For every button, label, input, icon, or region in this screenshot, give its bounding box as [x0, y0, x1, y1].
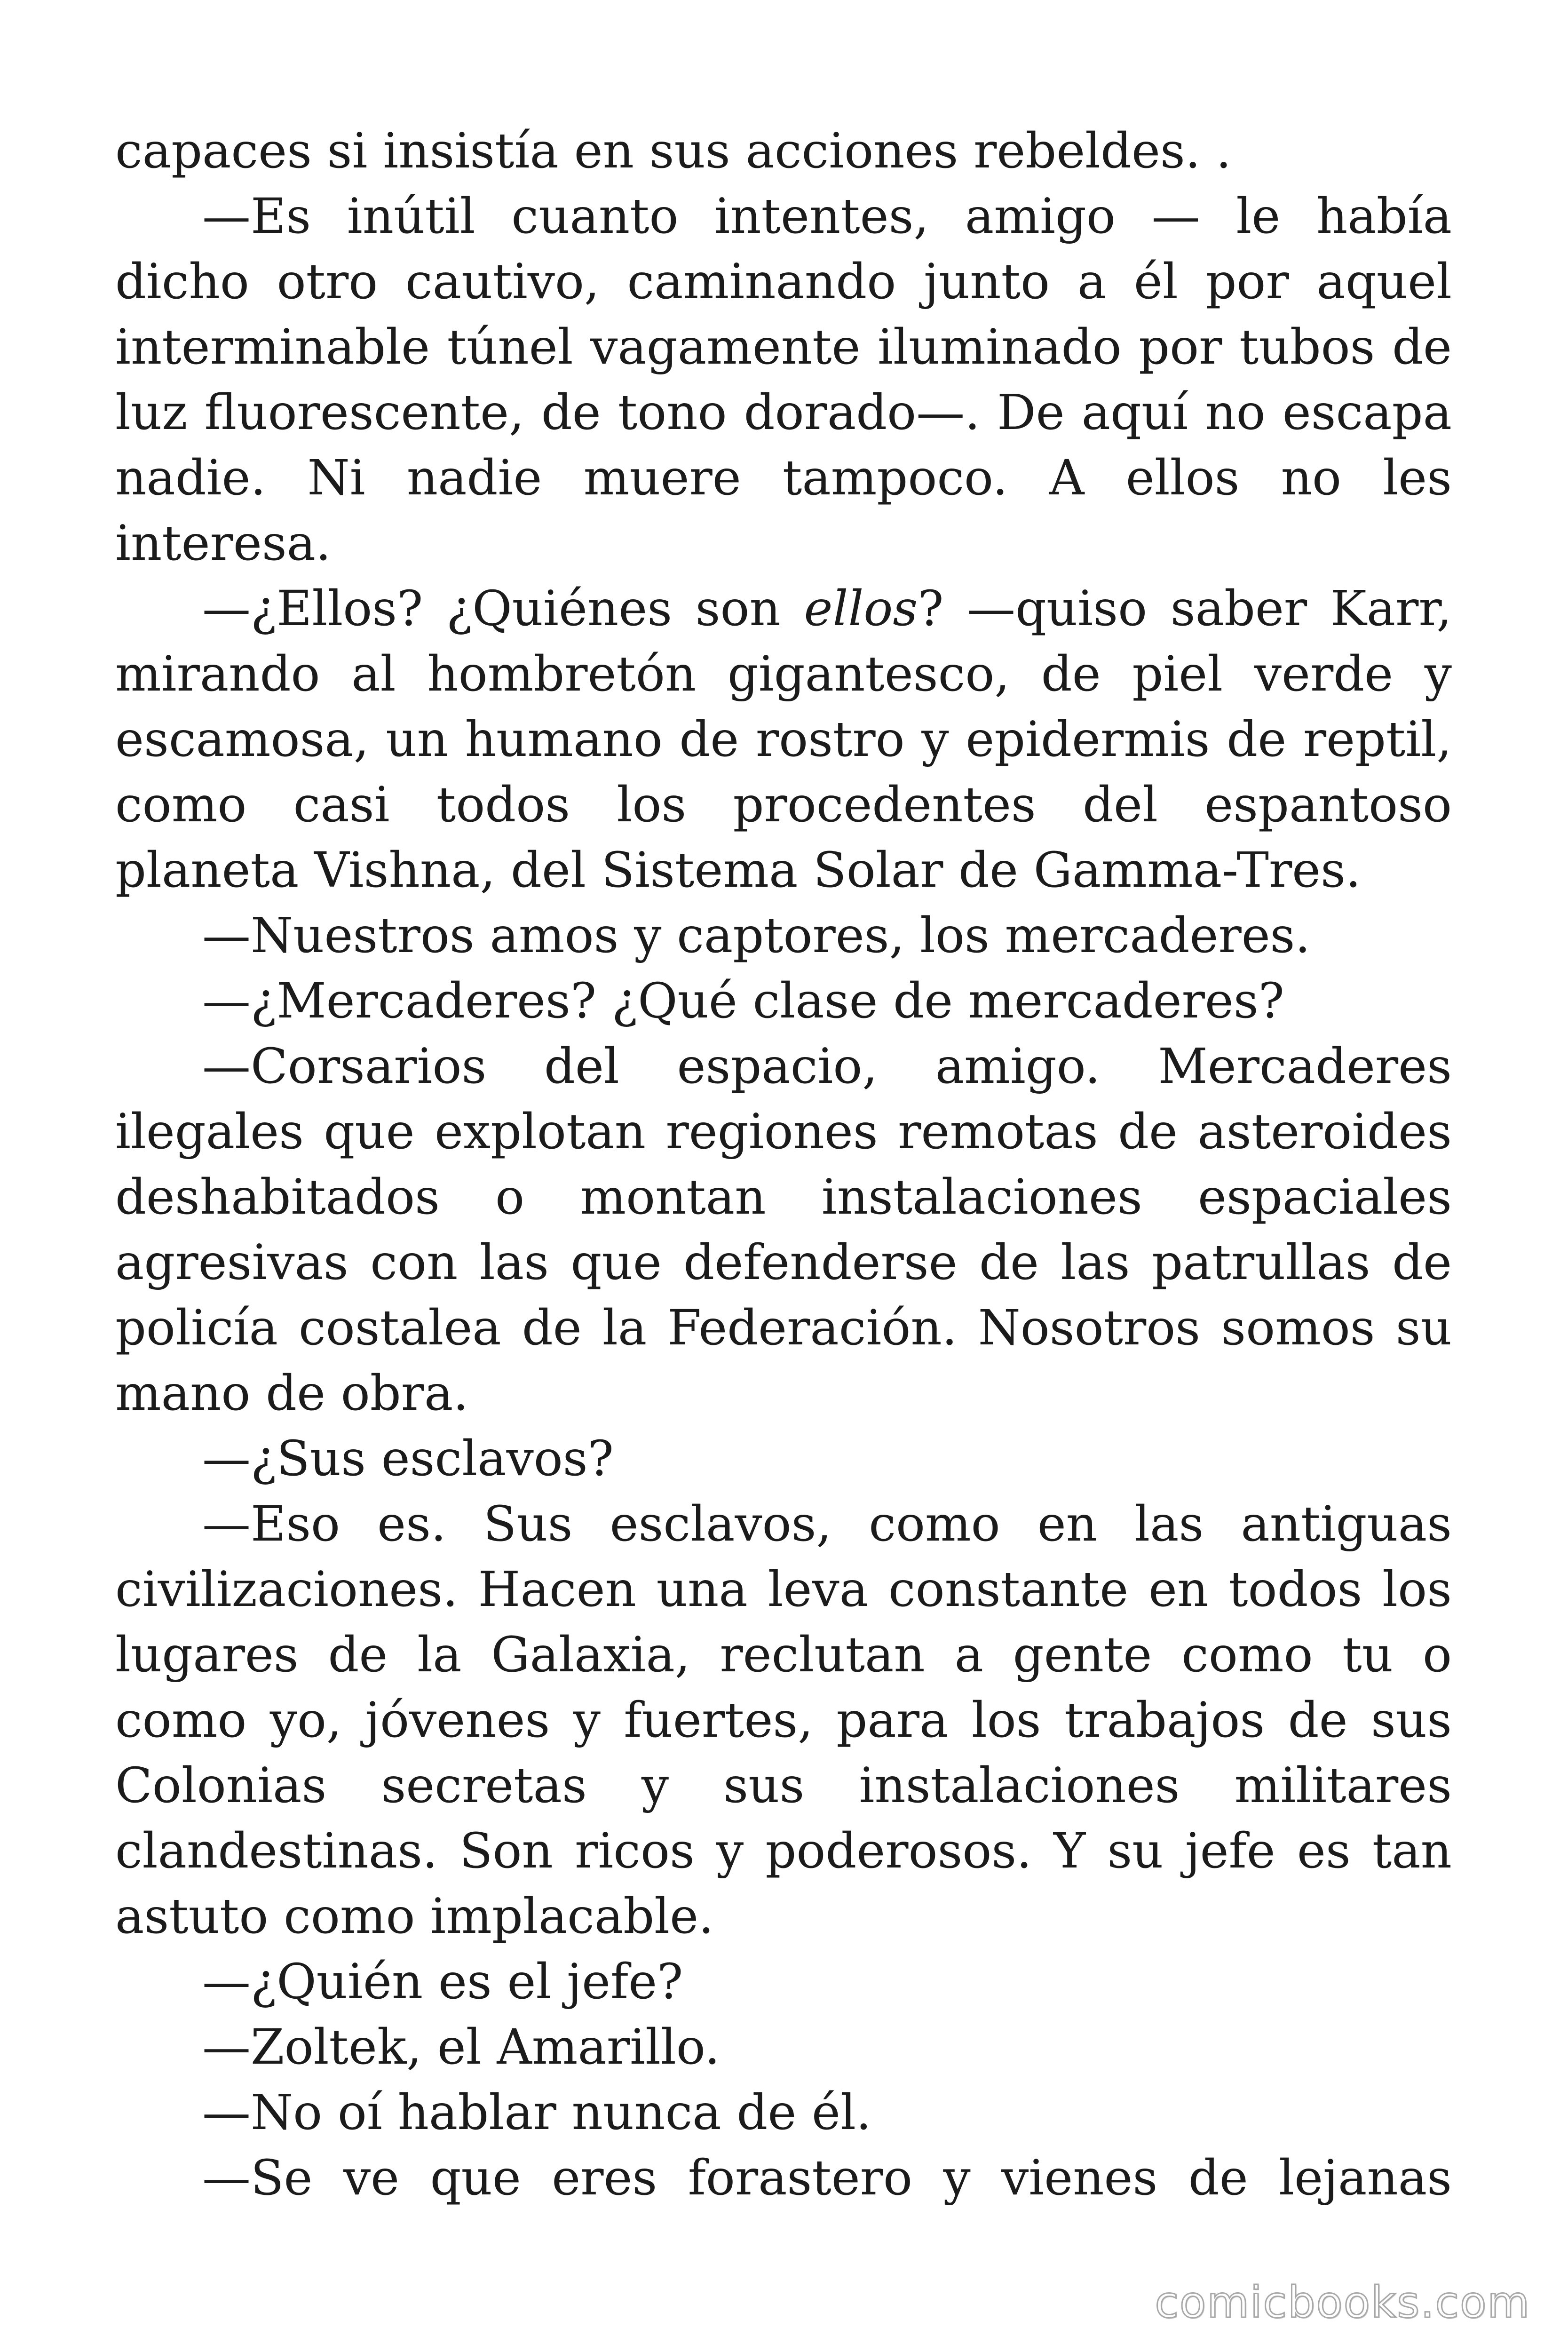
paragraph: —Corsarios del espacio, amigo. Mercaderes ilegales que explotan regiones remotas de asteroides deshabitados o montan instalaciones espaciales agresivas con las que defenderse de las patrullas de policía costalea de la Federación. Nosotros somos su mano de obra.	[115, 1038, 1452, 1422]
paragraph: —Nuestros amos y captores, los mercaderes.	[202, 907, 1311, 964]
paragraph: —Se ve que eres forastero y vienes de lejanas	[202, 2150, 1452, 2206]
paragraph: —Eso es. Sus esclavos, como en las antiguas civilizaciones. Hacen una leva constante en todos los lugares de la Galaxia, reclutan a gente como tu o como yo, jóvenes y fuertes, para los trabajos de sus Colonias secretas y sus instalaciones militares clandestinas. Son ricos y poderosos. Y su jefe es tan astuto como implacable.	[115, 1496, 1452, 1945]
paragraph: capaces si insistía en sus acciones rebeldes. .	[115, 123, 1232, 179]
paragraph: —Es inútil cuanto intentes, amigo — le había dicho otro cautivo, caminando junto a él por aquel interminable túnel vagamente iluminado por tubos de luz fluorescente, de tono dorado—. De aquí no escapa nadie. Ni nadie muere tampoco. A ellos no les interesa.	[115, 188, 1452, 572]
emphasized-word: ellos	[804, 580, 918, 637]
body-text	[115, 119, 1452, 2211]
paragraph-text: ? —quiso saber Karr, mirando al hombretón gigantesco, de piel verde y escamosa, un humano de rostro y epidermis de reptil, como casi todos los procedentes del espantoso planeta Vishna, del Sistema Solar de Gamma-Tres.	[115, 580, 1452, 898]
paragraph: —No oí hablar nunca de él.	[202, 2084, 871, 2141]
paragraph: —¿Mercaderes? ¿Qué clase de mercaderes?	[202, 973, 1284, 1029]
watermark: comicbooks.com	[1155, 2277, 1530, 2328]
paragraph	[115, 576, 1452, 903]
paragraph: —Zoltek, el Amarillo.	[202, 2019, 720, 2075]
paragraph-text: —¿Ellos? ¿Quiénes son	[202, 580, 804, 637]
paragraph: —¿Sus esclavos?	[202, 1430, 614, 1487]
paragraph: —¿Quién es el jefe?	[202, 1954, 683, 2010]
